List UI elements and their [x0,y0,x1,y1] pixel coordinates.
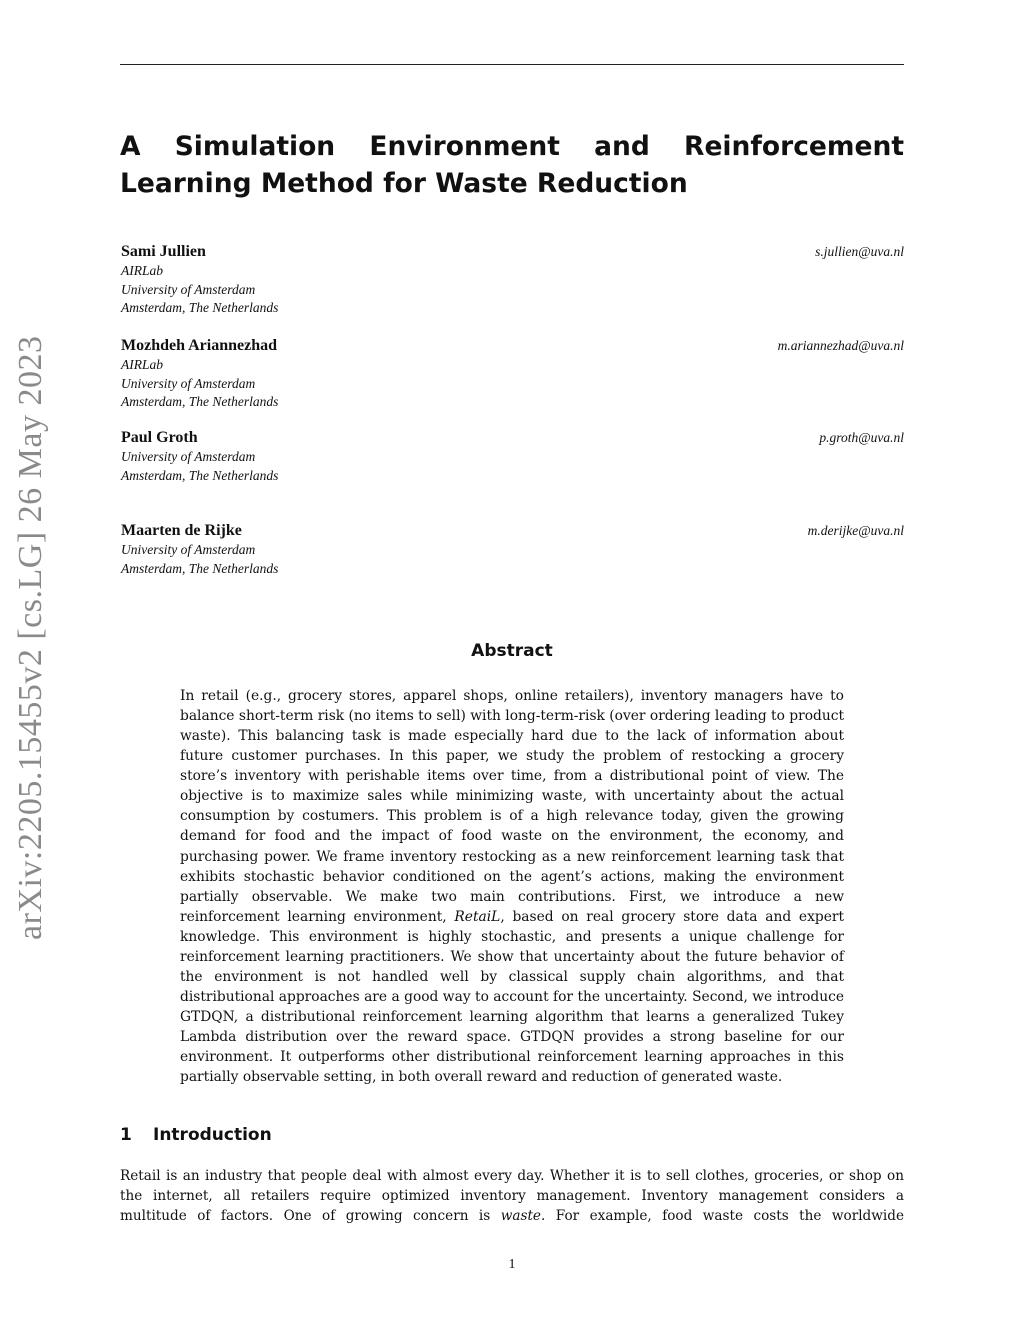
section-heading [120,1124,272,1146]
section-number: 1 [120,1125,132,1145]
page-number: 1 [508,1257,516,1272]
author-affiliation-line: Amsterdam, The Netherlands [121,394,279,409]
author-affiliation-line: University of Amsterdam [121,375,256,391]
intro-paragraph [120,1166,904,1226]
author-affiliation-line: University of Amsterdam [121,449,256,464]
author-affiliation-line: Amsterdam, The Netherlands [121,467,279,483]
section-title: Introduction [153,1125,272,1145]
author-block [121,336,904,412]
author-affiliation-line: AIRLab [121,263,163,278]
abstract-text-part: , based on real grocery store data and expert knowledge. This environment is highly stochastic, and presents a unique challenge for reinforcement learning practitioners. We show that uncertainty about the future behavior of the environment is not handled well by classical supply chain algorithms, and that distributional approaches are a good way to account for the uncertainty. Second, we introduce GTDQN, a distributional reinforcement learning algorithm that learns a generalized Tukey Lambda distribution over the reward space. GTDQN provides a strong baseline for our environment. It outperforms other distributional reinforcement learning approaches in this partially observable setting, in both overall reward and reduction of generated waste. [180,908,844,1086]
author-block [121,521,904,578]
author-name: Maarten de Rijke [121,522,242,539]
arxiv-identifier: arXiv:2205.15455v2 [cs.LG] 26 May 2023 [12,335,49,940]
top-rule [120,64,904,65]
abstract-text-part: In retail (e.g., grocery stores, apparel shops, online retailers), inventory managers have to balance short-term risk (no items to sell) with long-term-risk (over ordering leading to product waste). This balancing task is made especially hard due to the lack of information about future customer purchases. In this paper, we study the problem of restocking a grocery store’s inventory with perishable items over time, from a distributional point of view. The objective is to maximize sales while minimizing waste, with uncertainty about the actual consumption by costumers. This problem is of a high relevance today, given the growing demand for food and the impact of food waste on the environment, the economy, and purchasing power. We frame inventory restocking as a new reinforcement learning task that exhibits stochastic behavior conditioned on the agent’s actions, making the environment partially observable. We make two main contributions. First, we introduce a new reinforcement learning environment, [180,688,845,925]
author-affiliation-line: Amsterdam, The Netherlands [121,560,279,576]
author-block [121,242,904,318]
intro-emphasis: waste [500,1208,541,1224]
author-affiliation-line: University of Amsterdam [121,281,256,297]
author-email[interactable]: s.jullien@uva.nl [815,244,904,259]
author-name: Paul Groth [121,429,198,446]
author-affiliation-line: Amsterdam, The Netherlands [121,300,279,315]
author-name: Mozhdeh Ariannezhad [121,337,278,354]
author-affiliation-line: AIRLab [121,357,163,372]
abstract-emphasis: RetaiL [454,908,501,925]
author-affiliation-line: University of Amsterdam [121,542,256,557]
author-email[interactable]: p.groth@uva.nl [819,430,904,445]
intro-text-part: Retail is an industry that people deal with almost every day. Whether it is to sell clothes, groceries, or shop on the internet, all retailers require optimized inventory management. Inventory management considers a multitude of factors. One of growing concern is [120,1168,904,1224]
intro-text-part: . For example, food waste costs the worldwide [540,1208,904,1224]
abstract-heading: Abstract [471,641,553,661]
abstract-text [180,686,844,1087]
author-name: Sami Jullien [121,243,206,260]
author-email[interactable]: m.ariannezhad@uva.nl [777,338,904,353]
paper-title: A Simulation Environment and Reinforcement Learning Method for Waste Reduction [120,131,904,199]
author-email[interactable]: m.derijke@uva.nl [807,523,904,538]
author-block [121,428,904,485]
